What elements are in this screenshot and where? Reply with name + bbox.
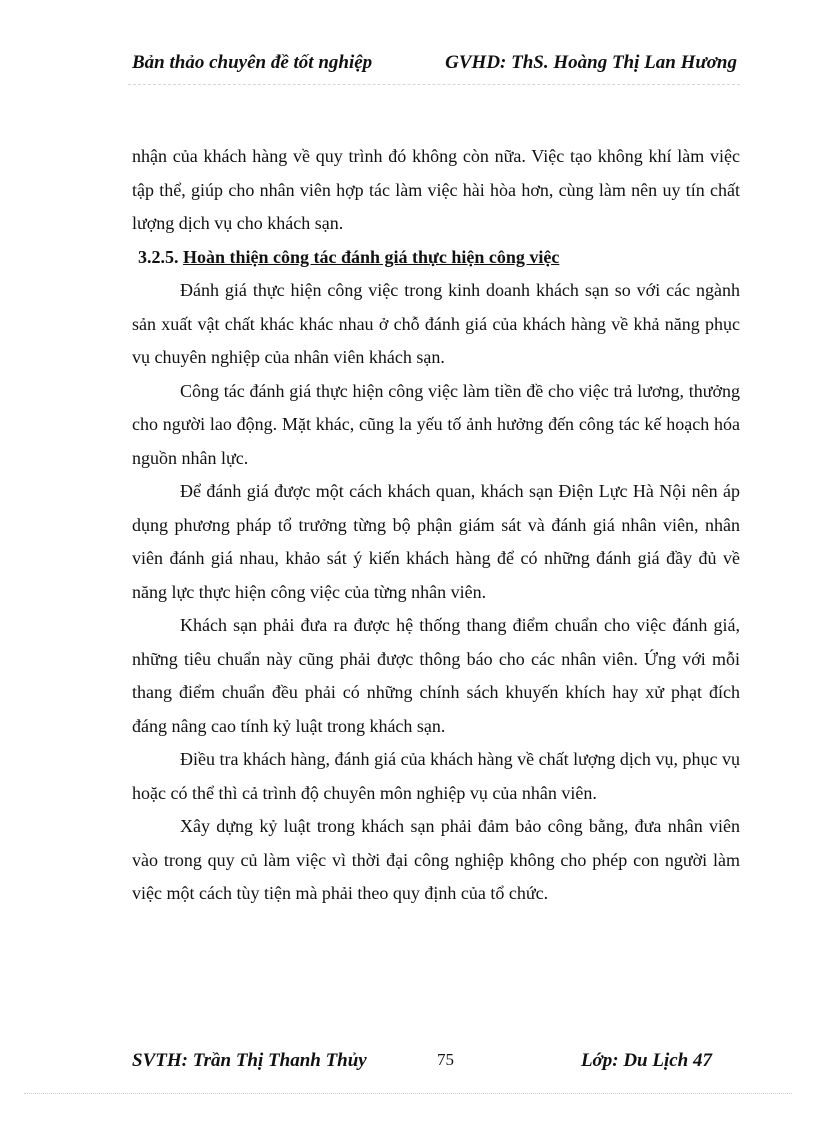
paragraph-continuation: nhận của khách hàng về quy trình đó không còn nữa. Việc tạo không khí làm việc tập thể, giúp cho nhân viên hợp tác làm việc hài hòa hơn, cùng làm nên uy tín chất lượng dịch vụ cho khách sạn. — [132, 146, 740, 233]
header-thesis-title: Bản thảo chuyên đề tốt nghiệp — [132, 52, 373, 73]
footer-student: SVTH: Trần Thị Thanh Thủy — [132, 1050, 367, 1071]
paragraph: Điều tra khách hàng, đánh giá của khách hàng về chất lượng dịch vụ, phục vụ hoặc có thể thì cả trình độ chuyên môn nghiệp vụ của nhân viên. — [132, 749, 740, 803]
footer-class: Lớp: Du Lịch 47 — [580, 1050, 712, 1071]
section-heading — [138, 241, 740, 275]
page-body — [132, 140, 740, 911]
paragraph: Khách sạn phải đưa ra được hệ thống thang điểm chuẩn cho việc đánh giá, những tiêu chuẩn này cũng phải được thông báo cho các nhân viên. Ứng với mỗi thang điểm chuẩn đều phải có những chính sách khuyến khích hay xử phạt đích đáng nâng cao tính kỷ luật trong khách sạn. — [132, 615, 740, 736]
paragraph: Đánh giá thực hiện công việc trong kinh doanh khách sạn so với các ngành sản xuất vật chất khác khác nhau ở chỗ đánh giá của khách hàng về khả năng phục vụ chuyên nghiệp của nhân viên khách sạn. — [132, 280, 740, 367]
page-footer — [132, 1050, 712, 1076]
header-divider — [128, 84, 740, 85]
paragraph: Để đánh giá được một cách khách quan, khách sạn Điện Lực Hà Nội nên áp dụng phương pháp tổ trưởng từng bộ phận giám sát và đánh giá nhân viên, nhân viên đánh giá nhau, khảo sát ý kiến khách hàng để có những đánh giá đầy đủ về năng lực thực hiện công việc của từng nhân viên. — [132, 481, 740, 602]
section-title: Hoàn thiện công tác đánh giá thực hiện công việc — [183, 246, 560, 267]
page-bottom-divider — [24, 1093, 792, 1094]
page-number: 75 — [437, 1050, 454, 1069]
page-header — [132, 52, 737, 78]
paragraph: Công tác đánh giá thực hiện công việc làm tiền đề cho việc trả lương, thưởng cho người lao động. Mặt khác, cũng la yếu tố ảnh hưởng đến công tác kế hoạch hóa nguồn nhân lực. — [132, 380, 740, 468]
section-number: 3.2.5. — [138, 246, 179, 267]
paragraph: Xây dựng kỷ luật trong khách sạn phải đảm bảo công bằng, đưa nhân viên vào trong quy củ làm việc vì thời đại công nghiệp không cho phép con người làm việc một cách tùy tiện mà phải theo quy định của tổ chức. — [132, 816, 740, 903]
header-supervisor: GVHD: ThS. Hoàng Thị Lan Hương — [445, 52, 737, 73]
